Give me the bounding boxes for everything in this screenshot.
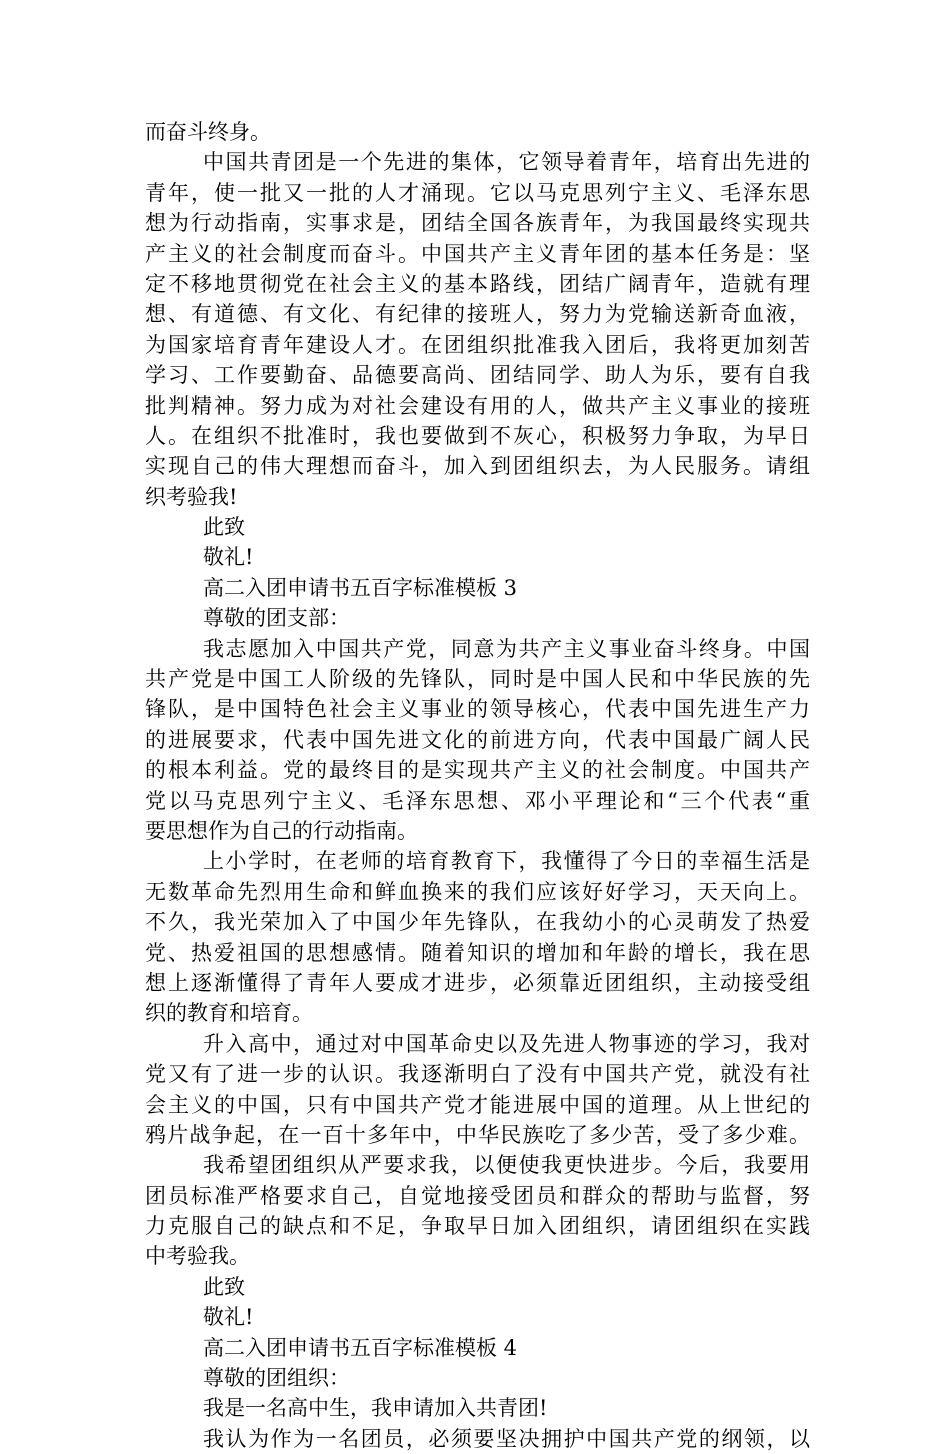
- salutation-line: 高二入团申请书五百字标准模板 3: [203, 575, 518, 600]
- text-line: 我认为作为一名团员，必须要坚决拥护中国共产党的纲领，以: [203, 1426, 810, 1451]
- text-line: 力克服自己的缺点和不足，争取早日加入团组织，请团组织在实践: [145, 1214, 810, 1239]
- text-line: 不久，我光荣加入了中国少年先锋队，在我幼小的心灵萌发了热爱: [145, 910, 810, 935]
- text-line: 织考验我!: [145, 484, 238, 509]
- text-line: 想、有道德、有文化、有纪律的接班人，努力为党输送新奇血液，: [145, 302, 810, 327]
- text-line: 织的教育和培育。: [145, 1001, 313, 1026]
- text-line: 团员标准严格要求自己，自觉地接受团员和群众的帮助与监督，努: [145, 1183, 810, 1208]
- text-line: 党又有了进一步的认识。我逐渐明白了没有中国共产党，就没有社: [145, 1062, 810, 1087]
- text-line: 人。在组织不批准时，我也要做到不灰心，积极努力争取，为早日: [145, 423, 810, 448]
- salutation-line: 尊敬的团支部：: [203, 606, 350, 631]
- salutation-line: 高二入团申请书五百字标准模板 4: [203, 1335, 518, 1360]
- text-line: 青年，使一批又一批的人才涌现。它以马克思列宁主义、毛泽东思: [145, 180, 810, 205]
- text-line: 实现自己的伟大理想而奋斗，加入到团组织去，为人民服务。请组: [145, 454, 810, 479]
- text-line: 产主义的社会制度而奋斗。中国共产主义青年团的基本任务是：坚: [145, 241, 810, 266]
- text-line: 会主义的中国，只有中国共产党才能进展中国的道理。从上世纪的: [145, 1092, 810, 1117]
- text-line: 中考验我。: [145, 1244, 250, 1269]
- text-line: 的进展要求，代表中国先进文化的前进方向，代表中国最广阔人民: [145, 727, 810, 752]
- salutation-line: 敬礼!: [203, 545, 254, 570]
- text-line: 无数革命先烈用生命和鲜血换来的我们应该好好学习，天天向上。: [145, 879, 810, 904]
- text-line: 我希望团组织从严要求我，以便使我更快进步。今后，我要用: [203, 1153, 810, 1178]
- text-line: 想为行动指南，实事求是，团结全国各族青年，为我国最终实现共: [145, 211, 810, 236]
- text-line: 上小学时，在老师的培育教育下，我懂得了今日的幸福生活是: [203, 849, 810, 874]
- text-line: 共产党是中国工人阶级的先锋队，同时是中国人民和中华民族的先: [145, 667, 810, 692]
- text-line: 想上逐渐懂得了青年人要成才进步，必须靠近团组织，主动接受组: [145, 970, 810, 995]
- salutation-line: 此致: [203, 515, 245, 540]
- salutation-line: 我是一名高中生，我申请加入共青团!: [203, 1396, 548, 1421]
- text-line: 批判精神。努力成为对社会建设有用的人，做共产主义事业的接班: [145, 393, 810, 418]
- text-line: 的根本利益。党的最终目的是实现共产主义的社会制度。中国共产: [145, 758, 810, 783]
- text-line: 要思想作为自己的行动指南。: [145, 818, 418, 843]
- text-line: 我志愿加入中国共产党，同意为共产主义事业奋斗终身。中国: [203, 636, 810, 661]
- salutation-line: 此致: [203, 1274, 245, 1299]
- text-line: 学习、工作要勤奋、品德要高尚、团结同学、助人为乐，要有自我: [145, 363, 810, 388]
- text-line: 定不移地贯彻党在社会主义的基本路线，团结广阔青年，造就有理: [145, 271, 810, 296]
- text-line: 为国家培育青年建设人才。在团组织批准我入团后，我将更加刻苦: [145, 332, 810, 357]
- salutation-line: 尊敬的团组织：: [203, 1366, 350, 1391]
- text-line: 党、热爱祖国的思想感情。随着知识的增加和年龄的增长，我在思: [145, 940, 810, 965]
- text-line: 而奋斗终身。: [145, 120, 271, 144]
- text-line: 升入高中，通过对中国革命史以及先进人物事迹的学习，我对: [203, 1031, 810, 1056]
- document-page: [145, 117, 810, 1454]
- text-line: 锋队，是中国特色社会主义事业的领导核心，代表中国先进生产力: [145, 697, 810, 722]
- text-line: 党以马克思列宁主义、毛泽东思想、邓小平理论和“三个代表“重: [145, 788, 810, 813]
- salutation-line: 敬礼!: [203, 1305, 254, 1330]
- text-line: 中国共青团是一个先进的集体，它领导着青年，培育出先进的: [203, 150, 810, 175]
- text-line: 鸦片战争起，在一百十多年中，中华民族吃了多少苦，受了多少难。: [145, 1122, 810, 1147]
